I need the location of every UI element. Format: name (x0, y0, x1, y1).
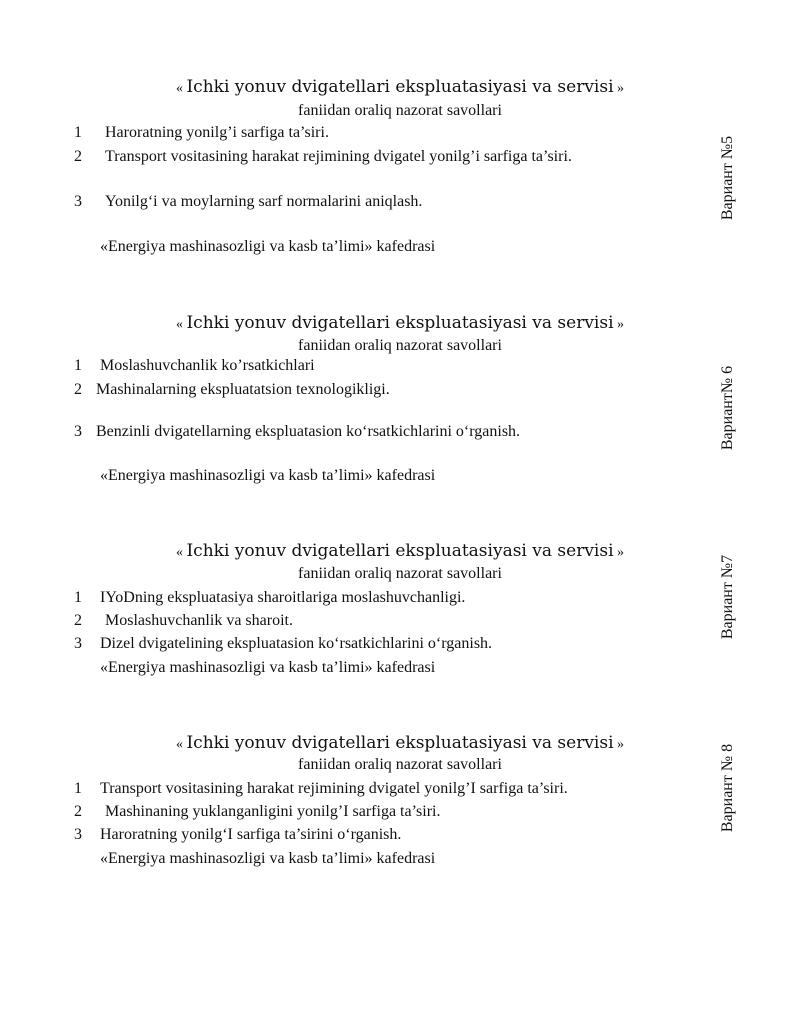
subject-title: « Ichki yonuv dvigatellari ekspluatasiyasi va servisi » (175, 541, 625, 561)
department: «Energiya mashinasozligi va kasb ta’limi» kafedrasi (100, 659, 436, 676)
department: «Energiya mashinasozligi va kasb ta’limi» kafedrasi (100, 850, 436, 867)
variant-label: Вариант №7 (719, 554, 736, 640)
variant-label: Вариант № 8 (719, 743, 736, 833)
subject-title: « Ichki yonuv dvigatellari ekspluatasiyasi va servisi » (175, 313, 625, 333)
variant-label: Вариант№ 6 (719, 365, 736, 451)
subtitle: faniidan oraliq nazorat savollari (298, 337, 502, 354)
variant-label: Вариант №5 (719, 135, 736, 221)
subject-title: « Ichki yonuv dvigatellari ekspluatasiyasi va servisi » (175, 733, 625, 753)
subject-title: « Ichki yonuv dvigatellari ekspluatasiyasi va servisi » (175, 77, 625, 97)
department: «Energiya mashinasozligi va kasb ta’limi» kafedrasi (100, 238, 436, 255)
subtitle: faniidan oraliq nazorat savollari (298, 565, 502, 582)
subtitle: faniidan oraliq nazorat savollari (298, 102, 502, 119)
department: «Energiya mashinasozligi va kasb ta’limi» kafedrasi (100, 467, 436, 484)
subtitle: faniidan oraliq nazorat savollari (298, 756, 502, 773)
